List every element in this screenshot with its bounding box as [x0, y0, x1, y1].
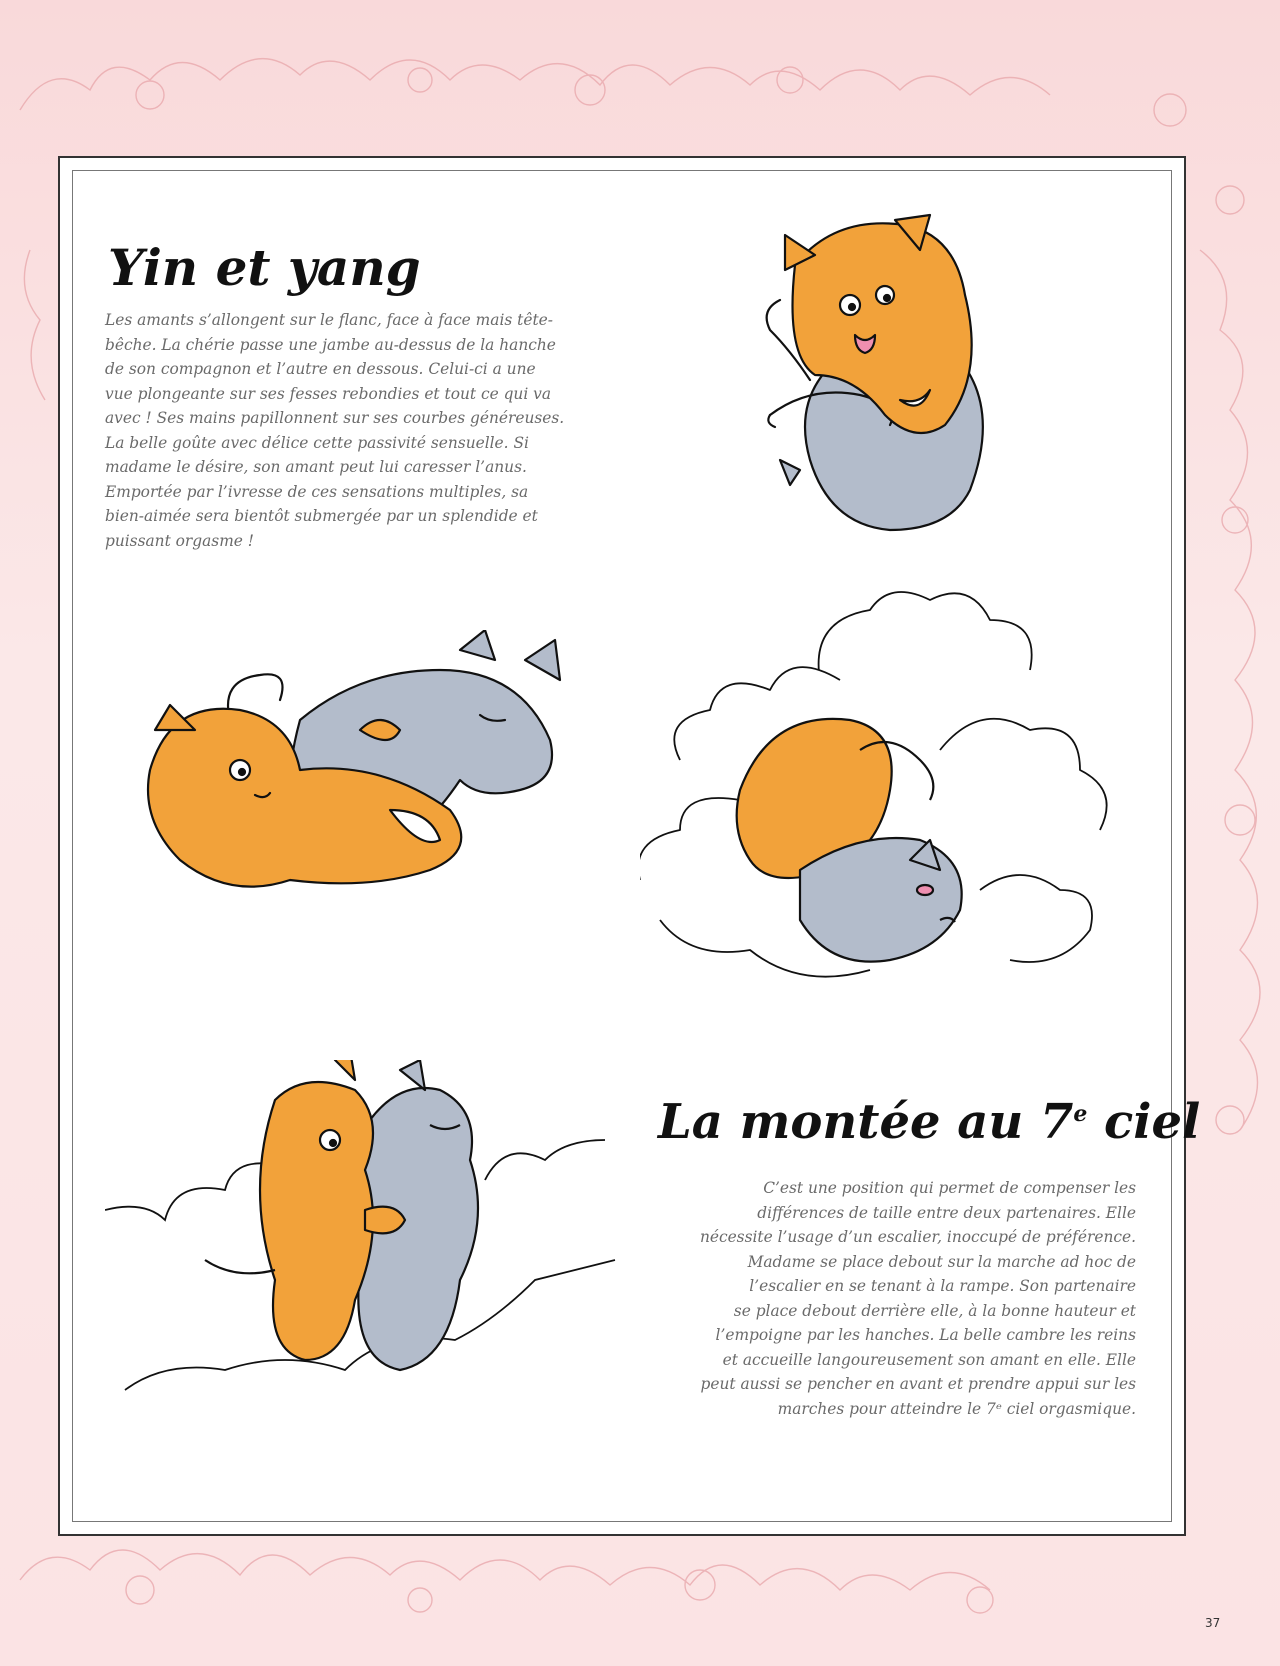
body-line: C’est une position qui permet de compenser les — [763, 1179, 1136, 1197]
section-body-la-montee-au-7e-ciel — [640, 1176, 1136, 1421]
section-body-yin-et-yang — [105, 308, 610, 553]
body-line: bêche. La chérie passe une jambe au-dessus de la hanche — [105, 335, 556, 354]
body-line: Les amants s’allongent sur le flanc, face à face mais tête- — [105, 311, 553, 329]
body-line: nécessite l’usage d’un escalier, inoccupé de préférence. — [699, 1228, 1136, 1246]
body-line: de son compagnon et l’autre en dessous. Celui-ci a une — [105, 360, 536, 378]
body-line: l’escalier en se tenant à la rampe. Son partenaire — [749, 1277, 1136, 1295]
body-line: avec ! Ses mains papillonnent sur ses courbes généreuses. — [105, 409, 565, 427]
body-line: vue plongeante sur ses fesses rebondies et tout ce qui va — [105, 384, 552, 403]
section-title-la-montee-au-7e-ciel — [658, 1094, 1201, 1150]
body-line: marches pour atteindre le 7ᵉ ciel orgasmique. — [777, 1399, 1136, 1418]
illustration-cats-in-clouds-right — [640, 590, 1140, 1010]
illustration-cats-bottom-left — [105, 1060, 625, 1420]
body-line: madame le désire, son amant peut lui caresser l’anus. — [105, 458, 527, 476]
body-line: Madame se place debout sur la marche ad hoc de — [747, 1252, 1136, 1271]
body-line: se place debout derrière elle, à la bonne hauteur et — [733, 1301, 1136, 1320]
illustration-cats-top-right — [740, 210, 1020, 540]
title-end-text: ciel — [1087, 1094, 1201, 1150]
body-line: La belle goûte avec délice cette passivité sensuelle. Si — [105, 433, 529, 452]
title-superscript: e — [1073, 1101, 1088, 1127]
body-line: l’empoigne par les hanches. La belle cambre les reins — [715, 1326, 1136, 1344]
body-line: peut aussi se pencher en avant et prendre appui sur les — [700, 1375, 1136, 1393]
section-title-yin-et-yang: Yin et yang — [108, 238, 421, 297]
body-line: bien-aimée sera bientôt submergée par un splendide et — [105, 507, 538, 525]
title-main-text: La montée au 7 — [658, 1094, 1074, 1150]
body-line: différences de taille entre deux partenaires. Elle — [757, 1203, 1136, 1222]
body-line: puissant orgasme ! — [105, 531, 254, 550]
illustration-cats-middle-left — [130, 630, 600, 940]
body-line: et accueille langoureusement son amant en elle. Elle — [722, 1350, 1136, 1369]
body-line: Emportée par l’ivresse de ces sensations multiples, sa — [105, 482, 529, 501]
page-number: 37 — [1205, 1616, 1221, 1630]
